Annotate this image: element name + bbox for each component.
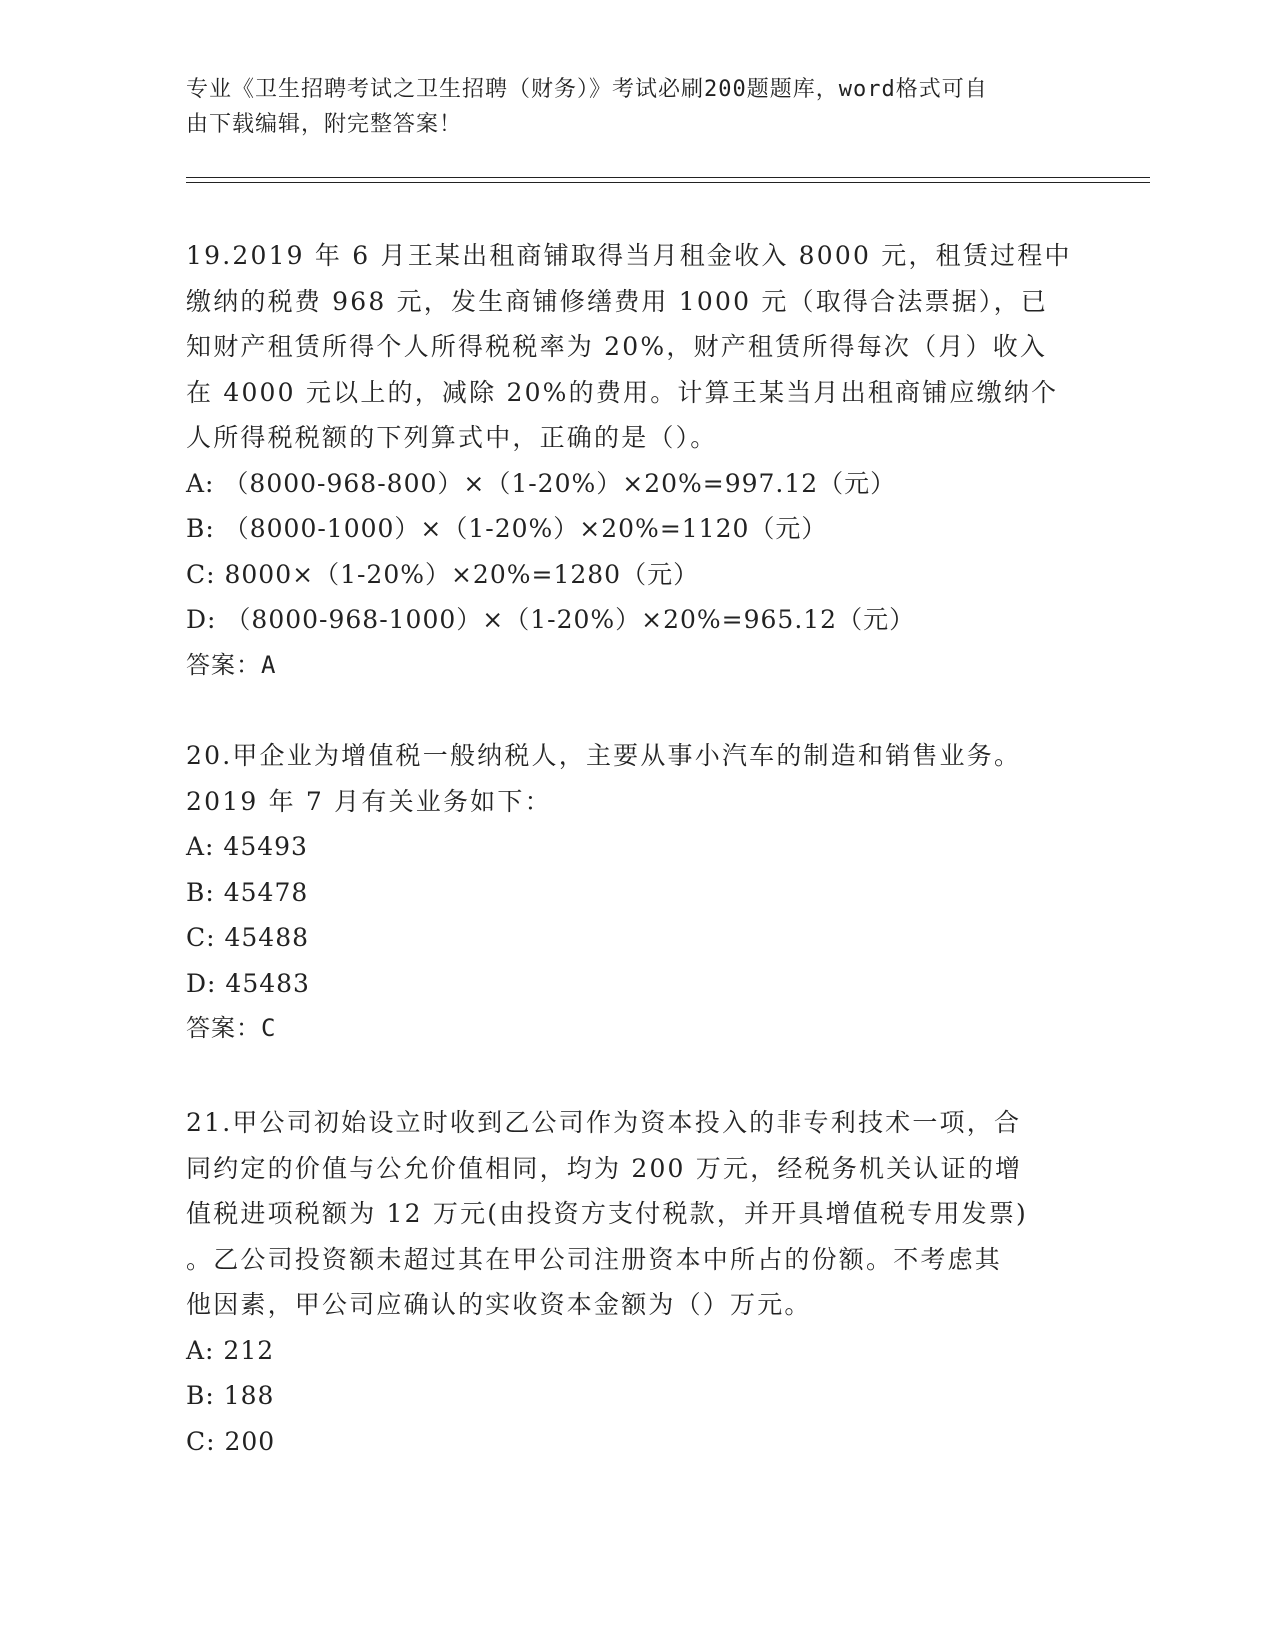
question-stem-line: 20.甲企业为增值税一般纳税人，主要从事小汽车的制造和销售业务。 xyxy=(186,741,1022,770)
option-c: C: 45488 xyxy=(186,923,310,952)
option-a: A: 45493 xyxy=(186,832,308,861)
header-divider xyxy=(186,177,1150,178)
answer-line: 答案：A xyxy=(186,650,277,679)
option-b: B: 45478 xyxy=(186,877,309,907)
question-stem-line: 。乙公司投资额未超过其在甲公司注册资本中所占的份额。不考虑其 xyxy=(186,1244,1003,1274)
header-line: 专业《卫生招聘考试之卫生招聘（财务）》考试必刷200题题库，word格式可自 xyxy=(186,77,988,102)
question-stem-line: 知财产租赁所得个人所得税税率为 20%，财产租赁所得每次（月）收入 xyxy=(186,332,1048,361)
question-stem-line: 值税进项税额为 12 万元(由投资方支付税款，并开具增值税专用发票) xyxy=(186,1199,1029,1228)
question-stem-line: 人所得税税额的下列算式中，正确的是（）。 xyxy=(186,423,718,452)
question-stem-line: 在 4000 元以上的，减除 20%的费用。计算王某当月出租商铺应缴纳个 xyxy=(186,377,1059,407)
question-stem-line: 同约定的价值与公允价值相同，均为 200 万元，经税务机关认证的增 xyxy=(186,1153,1023,1183)
option-d: D: （8000-968-1000）×（1-20%）×20%=965.12（元） xyxy=(186,605,916,634)
header-divider xyxy=(186,182,1150,183)
question-stem-line: 他因素，甲公司应确认的实收资本金额为（）万元。 xyxy=(186,1290,812,1319)
question-stem-line: 19.2019 年 6 月王某出租商铺取得当月租金收入 8000 元，租赁过程中 xyxy=(186,241,1072,270)
question-19 xyxy=(186,233,1086,688)
header-line: 由下载编辑，附完整答案！ xyxy=(186,112,463,137)
option-b: B: （8000-1000）×（1-20%）×20%=1120（元） xyxy=(186,514,828,543)
question-stem-line: 21.甲公司初始设立时收到乙公司作为资本投入的非专利技术一项，合 xyxy=(186,1108,1022,1137)
option-b: B: 188 xyxy=(186,1381,275,1410)
option-c: C: 8000×（1-20%）×20%=1280（元） xyxy=(186,559,700,589)
question-20 xyxy=(186,733,1086,1052)
question-stem-line: 2019 年 7 月有关业务如下： xyxy=(186,786,552,816)
option-a: A: （8000-968-800）×（1-20%）×20%=997.12（元） xyxy=(186,468,897,498)
document-header xyxy=(186,72,1066,142)
option-a: A: 212 xyxy=(186,1335,275,1365)
option-d: D: 45483 xyxy=(186,968,310,998)
question-21 xyxy=(186,1100,1086,1464)
answer-line: 答案：C xyxy=(186,1014,277,1042)
question-stem-line: 缴纳的税费 968 元，发生商铺修缮费用 1000 元（取得合法票据），已 xyxy=(186,286,1049,316)
option-c: C: 200 xyxy=(186,1426,276,1456)
